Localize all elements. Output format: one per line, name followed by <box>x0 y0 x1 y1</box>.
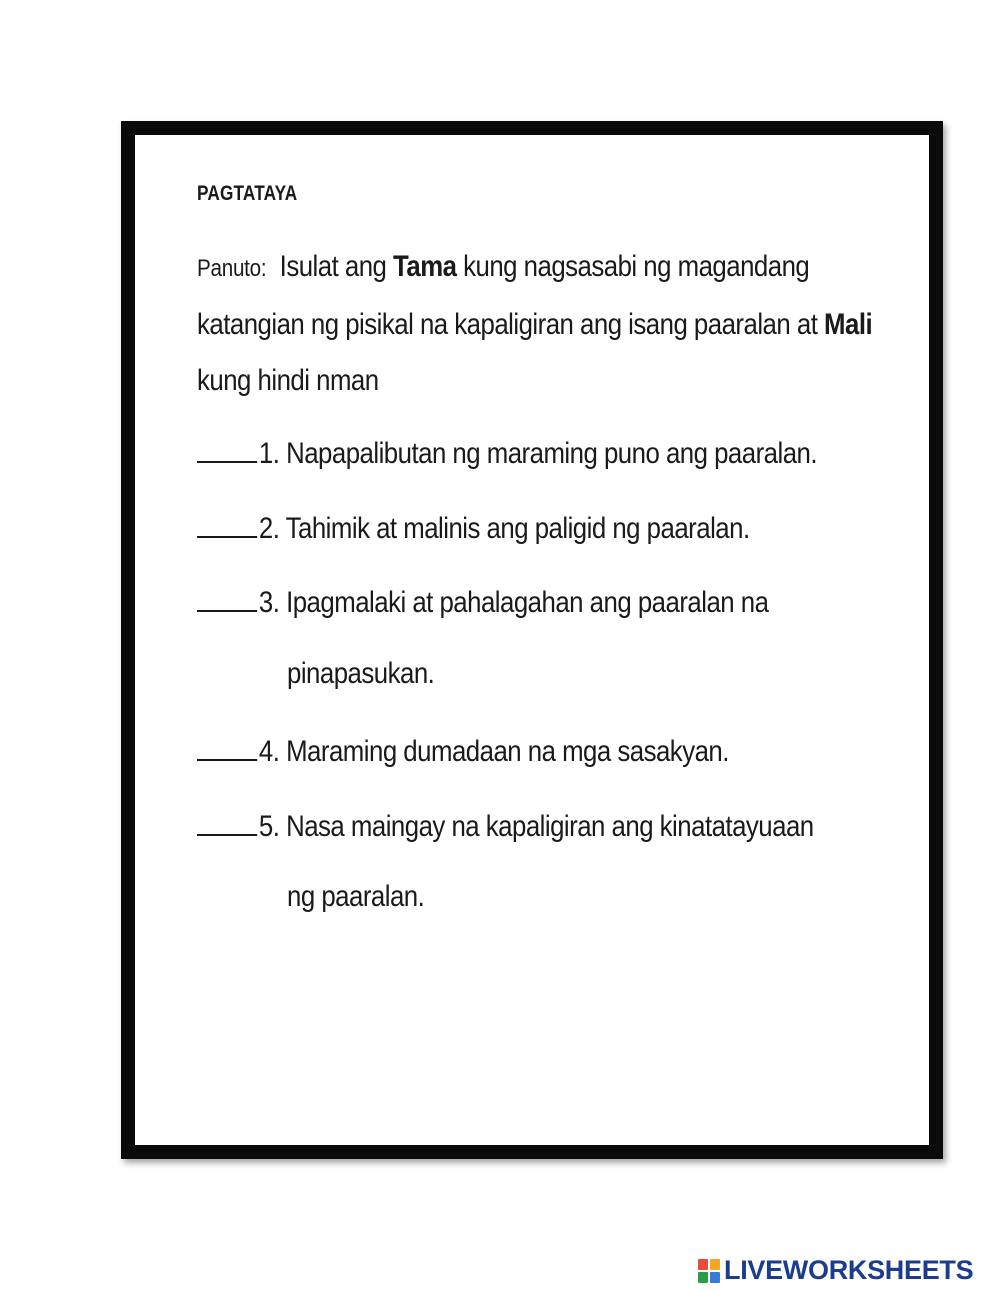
answer-blank-1[interactable] <box>197 433 257 463</box>
item-number: 2. <box>258 512 280 545</box>
logo-block-green <box>698 1272 708 1283</box>
item-text: Tahimik at malinis ang paligid ng paaralan. <box>285 512 750 545</box>
instruction-text-2: kung nagsasabi ng magandang katangian ng pisikal na kapaligiran ang isang paaralan at <box>197 250 825 341</box>
liveworksheets-logo[interactable] <box>698 1255 973 1286</box>
item-3-continuation: pinapasukan. <box>287 657 435 690</box>
instruction-text-1: Isulat ang <box>279 250 394 283</box>
instruction-label: Panuto: <box>197 255 267 282</box>
instruction-text-3: kung hindi nman <box>197 364 379 397</box>
item-number: 4. <box>258 735 280 768</box>
item-text: Nasa maingay na kapaligiran ang kinatatayuaan <box>286 810 814 843</box>
answer-blank-5[interactable] <box>197 806 257 836</box>
question-item-4 <box>197 731 729 769</box>
item-number: 1. <box>258 437 280 470</box>
item-number: 3. <box>258 586 280 619</box>
question-item-1 <box>197 433 817 471</box>
question-item-2 <box>197 508 750 546</box>
logo-blocks-icon <box>698 1259 720 1283</box>
item-text: Maraming dumadaan na mga sasakyan. <box>286 735 729 768</box>
question-item-3 <box>197 582 768 620</box>
worksheet-frame <box>121 121 943 1159</box>
instruction-bold-tama: Tama <box>393 250 457 283</box>
logo-block-red <box>698 1259 708 1270</box>
item-text: Napapalibutan ng maraming puno ang paaralan. <box>286 437 818 470</box>
logo-block-orange <box>710 1259 720 1270</box>
answer-blank-4[interactable] <box>197 731 257 761</box>
instructions <box>197 239 876 409</box>
answer-blank-3[interactable] <box>197 582 257 612</box>
answer-blank-2[interactable] <box>197 508 257 538</box>
item-text: Ipagmalaki at pahalagahan ang paaralan na <box>286 586 769 619</box>
brand-name: LIVEWORKSHEETS <box>724 1255 974 1285</box>
logo-block-blue <box>710 1272 720 1283</box>
instruction-bold-mali: Mali <box>824 308 873 341</box>
item-5-continuation: ng paaralan. <box>287 880 425 913</box>
question-item-5 <box>197 806 814 844</box>
worksheet-heading: PAGTATAYA <box>197 182 298 205</box>
item-number: 5. <box>258 810 280 843</box>
